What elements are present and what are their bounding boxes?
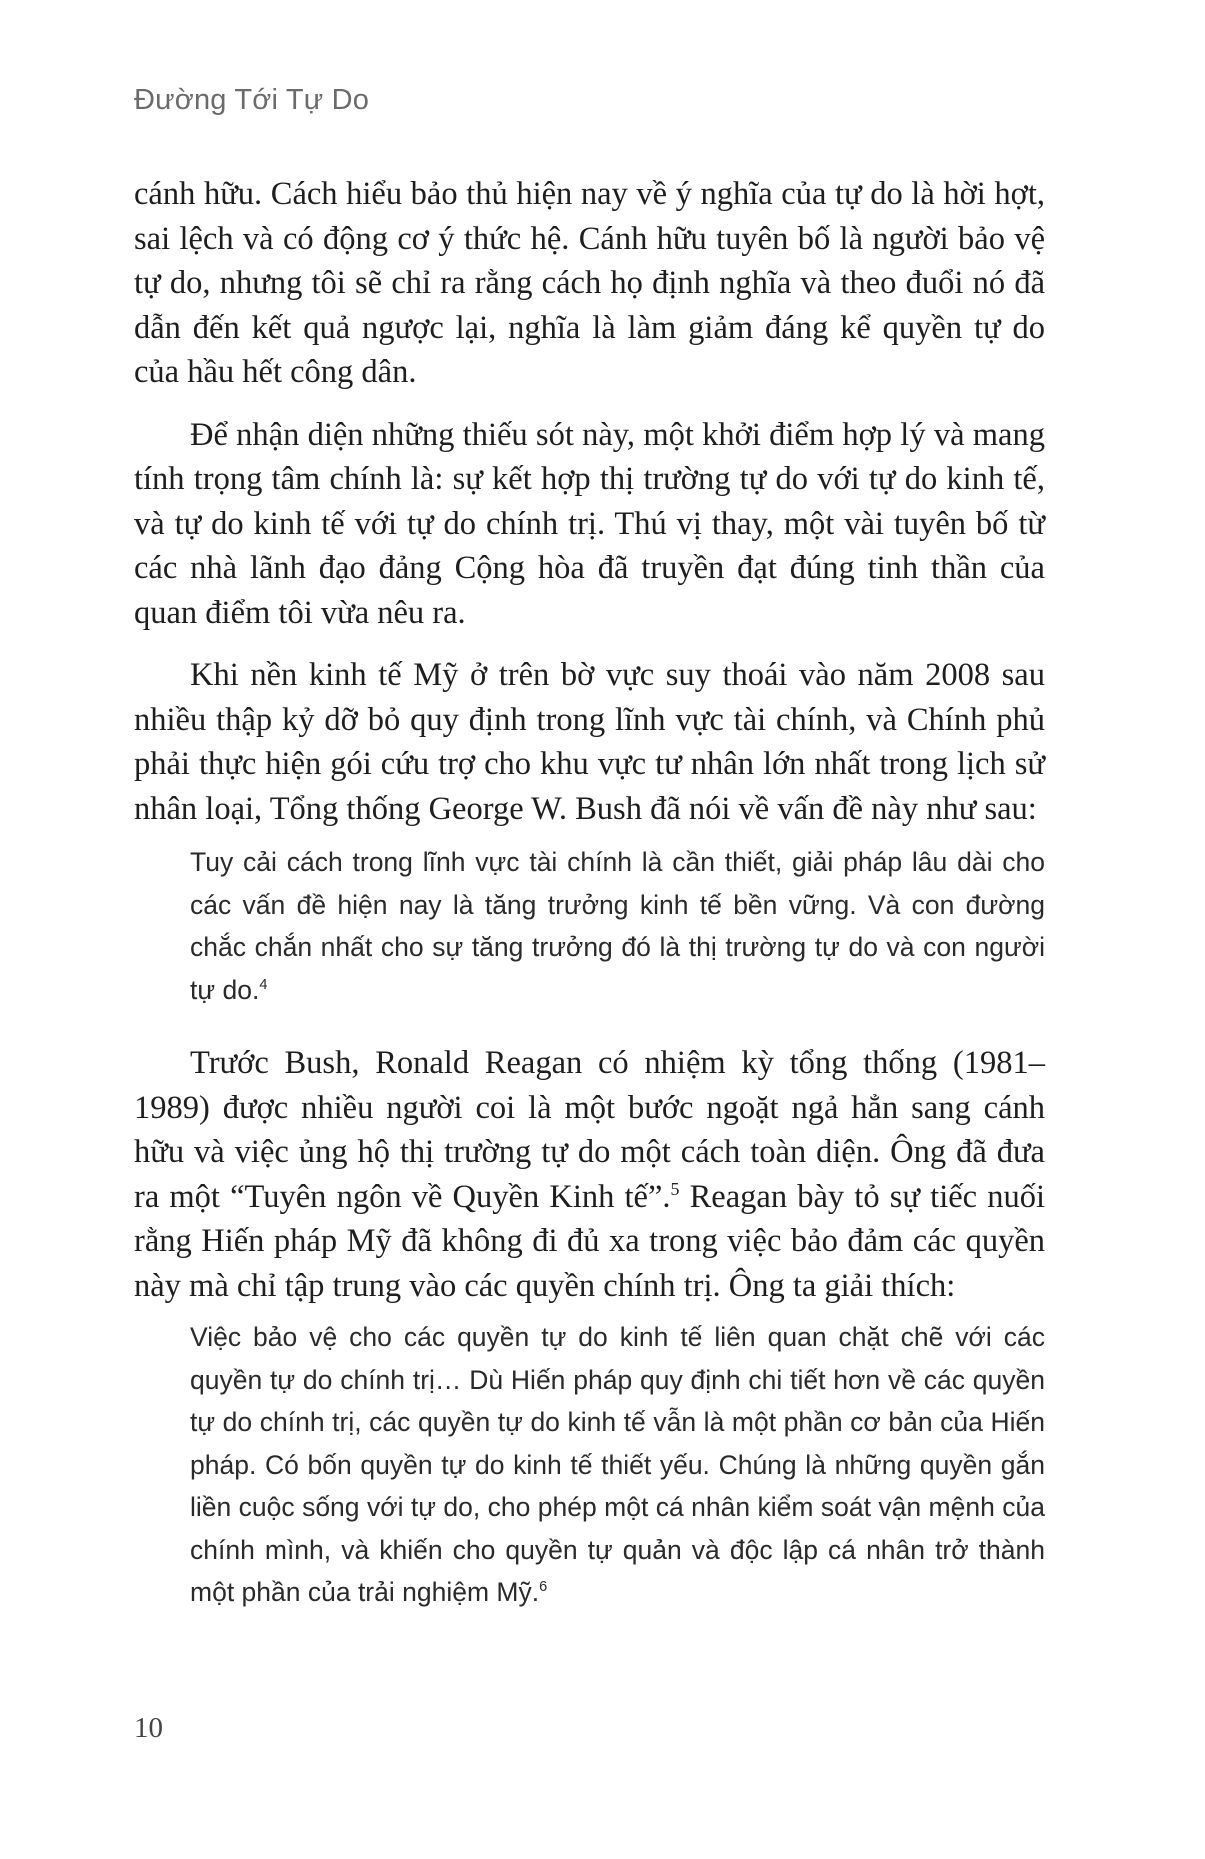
footnote-ref: 6: [539, 1579, 548, 1596]
footnote-ref: 5: [670, 1178, 680, 1199]
quote-text: Việc bảo vệ cho các quyền tự do kinh tế liên quan chặt chẽ với các quyền tự do chính trị… Dù Hiến pháp quy định chi tiết hơn về các quyền tự do chính trị, các quyền tự do kinh tế vẫn là một phần cơ bản của Hiến pháp. Có bốn quyền tự do kinh tế thiết yếu. Chúng là những quyền gắn liền cuộc sống với tự do, cho phép một cá nhân kiểm soát vận mệnh của chính mình, và khiến cho quyền tự quản và độc lập cá nhân trở thành một phần của trải nghiệm Mỹ.: [190, 1322, 1045, 1607]
paragraph-2: Để nhận diện những thiếu sót này, một khởi điểm hợp lý và mang tính trọng tâm chính là: sự kết hợp thị trường tự do với tự do kinh tế, và tự do kinh tế với tự do chính trị. Thú vị thay, một vài tuyên bố từ các nhà lãnh đạo đảng Cộng hòa đã truyền đạt đúng tinh thần của quan điểm tôi vừa nêu ra.: [134, 416, 1045, 631]
block-quote-bush: [190, 841, 1045, 1011]
paragraph-text-continued: Reagan bày tỏ sự tiếc nuối rằng Hiến pháp Mỹ đã không đi đủ xa trong việc bảo đảm các quyền này mà chỉ tập trung vào các quyền chính trị. Ông ta giải thích:: [134, 1178, 1046, 1304]
page-number: 10: [134, 1712, 163, 1744]
paragraph-1: cánh hữu. Cách hiểu bảo thủ hiện nay về ý nghĩa của tự do là hời hợt, sai lệch và có động cơ ý thức hệ. Cánh hữu tuyên bố là người bảo vệ tự do, nhưng tôi sẽ chỉ ra rằng cách họ định nghĩa và theo đuổi nó đã dẫn đến kết quả ngược lại, nghĩa là làm giảm đáng kể quyền tự do của hầu hết công dân.: [134, 176, 1045, 390]
running-header: Đường Tới Tự Do: [134, 84, 370, 116]
block-quote-reagan: [190, 1316, 1045, 1614]
quote-text: Tuy cải cách trong lĩnh vực tài chính là cần thiết, giải pháp lâu dài cho các vấn đề hiện nay là tăng trưởng kinh tế bền vững. Và con đường chắc chắn nhất cho sự tăng trưởng đó là thị trường tự do và con người tự do.: [190, 847, 1045, 1005]
paragraph-3: Khi nền kinh tế Mỹ ở trên bờ vực suy thoái vào năm 2008 sau nhiều thập kỷ dỡ bỏ quy định trong lĩnh vực tài chính, và Chính phủ phải thực hiện gói cứu trợ cho khu vực tư nhân lớn nhất trong lịch sử nhân loại, Tổng thống George W. Bush đã nói về vấn đề này như sau:: [134, 657, 1045, 827]
page-body: [134, 172, 1045, 1614]
paragraph-text: Trước Bush, Ronald Reagan có nhiệm kỳ tổng thống (1981–1989) được nhiều người coi là một bước ngoặt ngả hẳn sang cánh hữu và việc ủng hộ thị trường tự do một cách toàn diện. Ông đã đưa ra một “Tuyên ngôn về Quyền Kinh tế”.: [134, 1045, 1045, 1215]
paragraph-4: [134, 1041, 1045, 1308]
footnote-ref: 4: [259, 976, 268, 993]
